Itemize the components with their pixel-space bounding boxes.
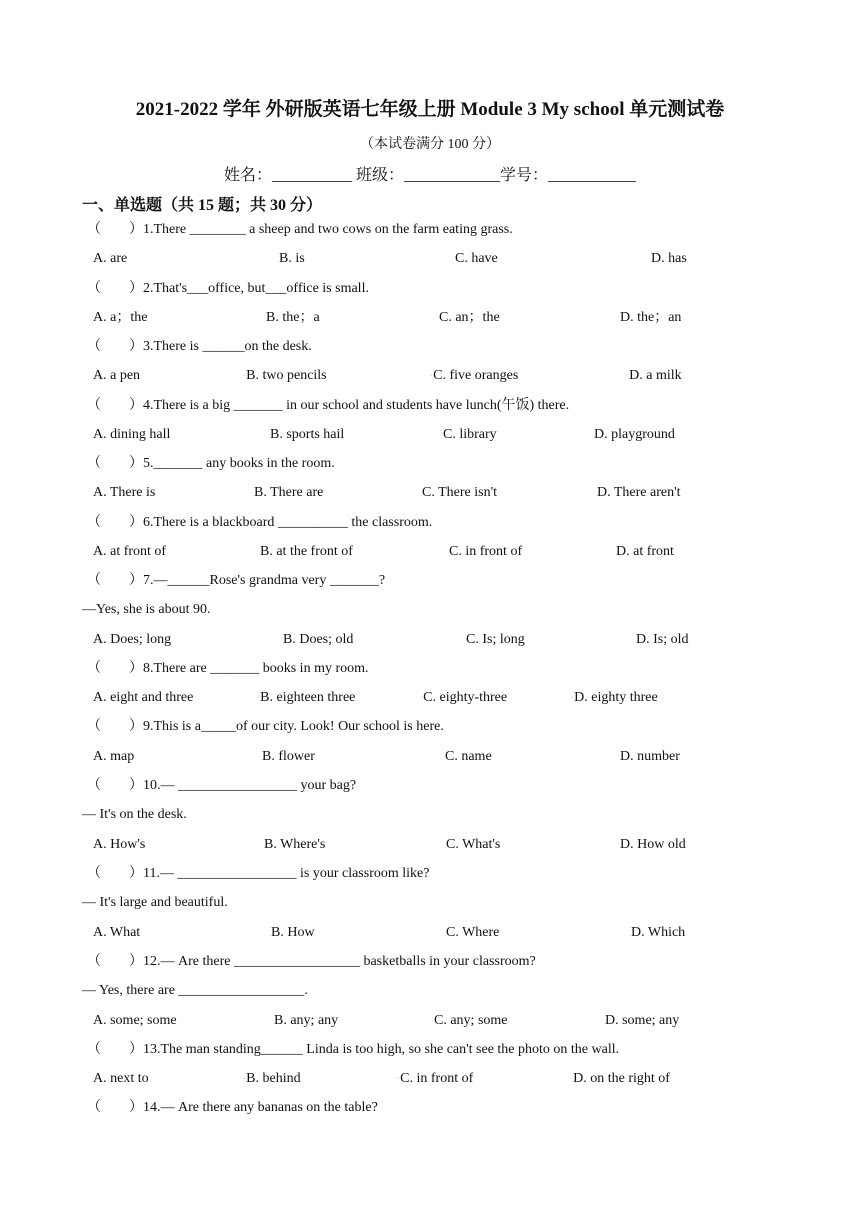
q13-option-b: ◦B. behind [243, 1071, 301, 1086]
q2-option-a: A. a；the [93, 310, 148, 325]
q8-option-c: ◦C. eighty-three [420, 690, 508, 705]
q6-option-d: D. at front [616, 544, 674, 559]
q7-option-a: A. Does; long [93, 632, 172, 647]
q5-option-c: C. There isn't [422, 485, 497, 500]
q7-option-c: C. Is; long [466, 632, 525, 647]
q4-option-d: D. playground [594, 427, 675, 442]
question-11: （ ）11.— _________________ is your classroom like? [87, 866, 430, 881]
q7-option-b: B. Does; old [283, 632, 354, 647]
q6-option-a: A. at front of [93, 544, 167, 559]
student-info-line: 姓名：__________ 班级：____________学号：___________ [223, 167, 636, 184]
q1-option-c: C. have [455, 251, 498, 266]
q9-option-b: B. flower [262, 749, 315, 764]
q5-option-a: A. There is [93, 485, 156, 500]
q9-option-a: A. map [93, 749, 135, 764]
q3-option-a: A. a pen [93, 368, 141, 383]
q1-option-b: B. is [279, 251, 305, 266]
q11-option-b: B. How [271, 925, 315, 940]
question-3: （ ）3.There is ______on the desk. [87, 339, 312, 354]
q4-option-c: C. library [443, 427, 497, 442]
q4-option-b: B. sports hail [270, 427, 345, 442]
question-8: （ ）8.There are _______ books in my room. [87, 661, 369, 676]
question-4: （ ）4.There is a big _______ in our school and students have lunch(午饭) there. [87, 398, 570, 413]
question-5: （ ）5._______ any books in the room. [87, 456, 335, 471]
q10-option-b: B. Where's [264, 837, 326, 852]
question-12: （ ）12.— Are there __________________ basketballs in your classroom? [87, 954, 536, 969]
q8-option-d: ◦D. eighty three [571, 690, 658, 705]
question-13: （ ）13.The man standing______ Linda is too high, so she can't see the photo on the wall. [87, 1042, 620, 1057]
q8-option-b: ◦B. eighteen three [257, 690, 356, 705]
q7-reply: —Yes, she is about 90. [82, 602, 211, 617]
q13-option-c: ◦C. in front of [397, 1071, 474, 1086]
q8-option-a: A. eight and three [93, 690, 194, 705]
q3-option-b: ◦B. two pencils [243, 368, 327, 383]
q10-reply: — It's on the desk. [82, 807, 187, 822]
question-6: （ ）6.There is a blackboard __________ the classroom. [87, 515, 433, 530]
q12-option-a: A. some; some [93, 1013, 177, 1028]
q13-option-d: ◦D. on the right of [570, 1071, 670, 1086]
q10-option-a: A. How's [93, 837, 146, 852]
q2-option-d: D. the；an [620, 310, 682, 325]
q9-option-c: C. name [445, 749, 492, 764]
q4-option-a: A. dining hall [93, 427, 171, 442]
q2-option-b: B. the；a [266, 310, 320, 325]
q12-option-b: B. any; any [274, 1013, 339, 1028]
q5-option-b: B. There are [254, 485, 324, 500]
question-9: （ ）9.This is a_____of our city. Look! Our school is here. [87, 719, 444, 734]
q9-option-d: D. number [620, 749, 680, 764]
q6-option-b: B. at the front of [260, 544, 353, 559]
q2-option-c: C. an；the [439, 310, 500, 325]
q10-option-c: C. What's [446, 837, 501, 852]
question-10: （ ）10.— _________________ your bag? [87, 778, 357, 793]
q1-option-d: D. has [651, 251, 687, 266]
q1-option-a: A. are [93, 251, 128, 266]
q3-option-c: ◦C. five oranges [430, 368, 519, 383]
page-title: 2021-2022 学年 外研版英语七年级上册 Module 3 My school 单元测试卷 [135, 99, 725, 120]
q13-option-a: A. next to [93, 1071, 149, 1086]
score-note: （本试卷满分 100 分） [360, 137, 500, 152]
q11-option-d: D. Which [631, 925, 686, 940]
q5-option-d: D. There aren't [597, 485, 681, 500]
question-2: （ ）2.That's___office, but___office is small. [87, 281, 369, 296]
q12-option-d: D. some; any [605, 1013, 680, 1028]
q10-option-d: D. How old [620, 837, 686, 852]
q12-option-c: C. any; some [434, 1013, 508, 1028]
q7-option-d: D. Is; old [636, 632, 689, 647]
q12-reply: — Yes, there are __________________. [82, 983, 308, 998]
q11-option-c: C. Where [446, 925, 500, 940]
q3-option-d: ◦D. a milk [626, 368, 682, 383]
question-7: （ ）7.—______Rose's grandma very _______? [87, 573, 386, 588]
q11-option-a: A. What [93, 925, 141, 940]
section-heading: 一、单选题（共 15 题；共 30 分） [82, 197, 323, 214]
q11-reply: — It's large and beautiful. [82, 895, 228, 910]
question-14: （ ）14.— Are there any bananas on the table? [87, 1100, 378, 1115]
question-1: （ ）1.There ________ a sheep and two cows on the farm eating grass. [87, 222, 513, 237]
q6-option-c: C. in front of [449, 544, 523, 559]
